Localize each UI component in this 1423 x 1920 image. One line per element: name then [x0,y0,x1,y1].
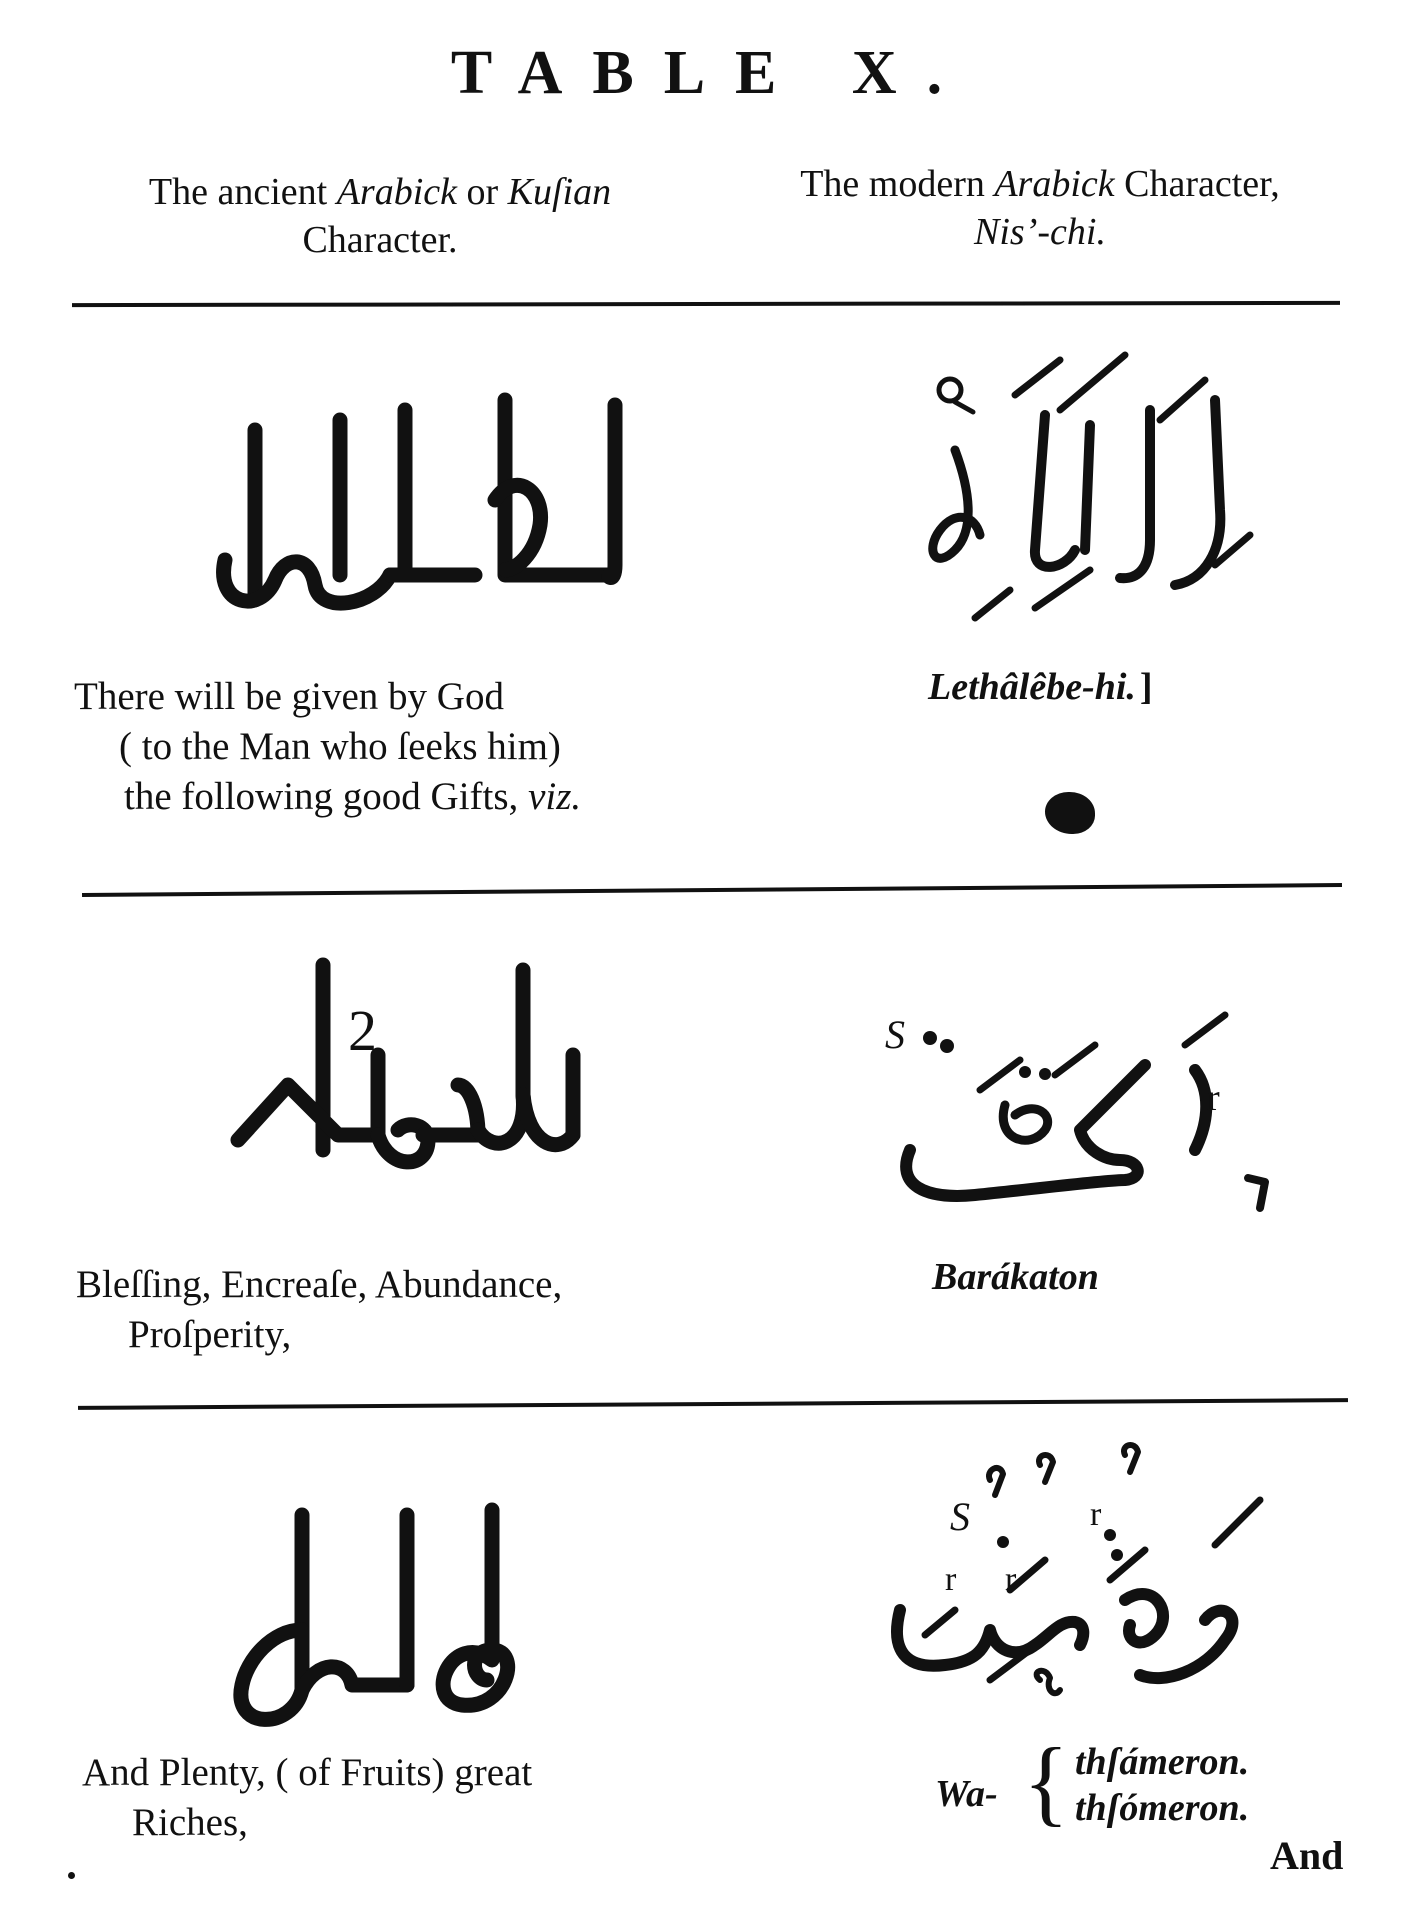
header-left-character: Character. [302,219,458,261]
transliteration-brace: { [1023,1728,1070,1835]
ink-blot [1045,792,1095,834]
vowel-mark-r: r [1207,1077,1220,1119]
transliteration-row-3-variant-2: thſómeron. [1075,1787,1250,1829]
header-ancient-character [60,168,700,264]
vowel-mark-r-4: r [1090,1496,1102,1533]
divider-rule-1 [72,301,1340,307]
caption-row-1 [74,672,694,822]
divider-rule-3 [78,1398,1348,1410]
header-left-arabick: Arabick [336,171,457,213]
caption-row-3-line-1: And Plenty, ( of Fruits) great [82,1751,533,1794]
catchword: And [1270,1833,1344,1878]
naskh-barakaton-glyph [885,1010,1285,1240]
caption-row-1-line-2: ( to the Man who ſeeks him) [119,725,561,768]
transliteration-row-3-variant-1: thſámeron. [1075,1741,1250,1783]
kufic-lethalebehi-glyph [215,390,655,640]
header-left-text: The ancient [148,171,337,213]
naskh-lethalebehi-glyph [915,350,1275,630]
caption-row-3 [82,1748,702,1848]
header-right-text: The modern [800,163,995,205]
caption-row-3-line-2: Riches, [132,1801,248,1844]
transliteration-row-1 [928,665,1153,709]
transliteration-row-1-text: Lethâlêbe-hi. [928,666,1136,708]
caption-row-2-line-1: Bleſſing, Encreaſe, Abundance, [76,1263,563,1306]
transliteration-row-3-prefix: Wa- [935,1773,998,1815]
transliteration-row-2: Barákaton [932,1256,1099,1298]
kufic-barakaton-glyph [228,955,598,1205]
header-left-or: or [456,171,508,213]
header-modern-character [720,160,1360,256]
caption-row-2 [76,1260,716,1360]
divider-rule-2 [82,883,1342,897]
header-left-kusian: Kuſian [507,171,612,213]
naskh-wathamar-glyph [885,1450,1285,1740]
caption-row-2-line-2: Proſperity, [128,1313,292,1356]
page-title: TABLE X. [450,39,973,107]
caption-row-1-viz: viz. [528,775,582,818]
header-right-character: Character, [1114,163,1280,205]
kufic-numeral-2: 2 [348,998,377,1063]
caption-row-1-line-3: the following good Gifts, [124,775,529,818]
transliteration-row-1-bracket: ] [1139,666,1153,708]
ink-speck [68,1872,75,1879]
vowel-mark-s: S [885,1012,905,1057]
vowel-mark-s-2: S [950,1494,970,1539]
header-right-arabick: Arabick [994,163,1115,205]
header-right-nischi: Nis’-chi. [974,211,1106,253]
vowel-mark-r-2: r [945,1561,957,1598]
kufic-wathamar-glyph [232,1500,572,1740]
vowel-mark-r-3: r [1005,1561,1017,1598]
caption-row-1-line-1: There will be given by God [74,675,504,718]
